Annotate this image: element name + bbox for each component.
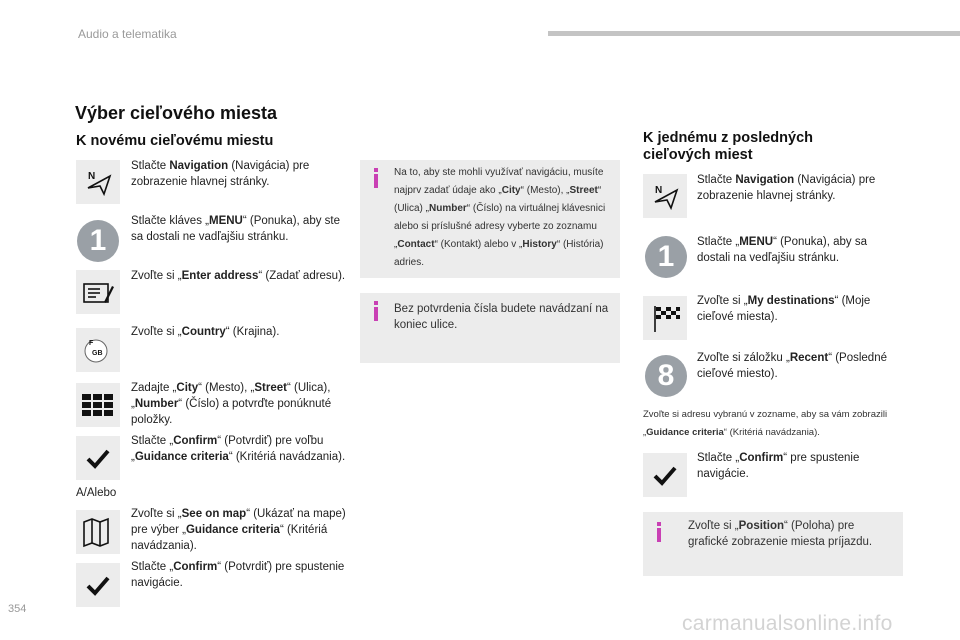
right-step-text: Stlačte „MENU“ (Ponuka), aby sa dostali na vedľajšiu stránku.: [697, 236, 868, 264]
left-step-text: Zvoľte si „Enter address“ (Zadať adresu).: [131, 270, 346, 282]
left-step-text: Zadajte „City“ (Mesto), „Street“ (Ulica), „Number“ (Číslo) a potvrďte ponúknuté položky.: [131, 382, 332, 426]
right-step-text: Zvoľte si záložku „Recent“ (Posledné cieľové miesto).: [697, 352, 887, 380]
number-1-badge: 1: [77, 220, 119, 262]
info-note-box: [360, 160, 620, 278]
right-step-text: Stlačte „Confirm“ pre spustenie navigácie.: [697, 452, 860, 480]
or-label: A/Alebo: [76, 487, 117, 499]
info-note-text: Na to, aby ste mohli využívať navigáciu, musíte najprv zadať údaje ako „City“ (Mesto), „Street“ (Ulica) „Number“ (Číslo) na virtuálnej klávesnici alebo si príslušné adresy vyberte zo zoznamu „Contact“ (Kontakt) alebo v „History“ (História) adries.: [394, 167, 606, 268]
info-icon: [374, 307, 378, 321]
right-step-text: Zvoľte si „My destinations“ (Moje cieľové miesta).: [697, 295, 871, 323]
info-icon: [657, 528, 661, 542]
country-flag-icon: [76, 328, 120, 372]
navigation-arrow-icon: [643, 174, 687, 218]
number-1-badge: 1: [645, 236, 687, 278]
left-step-text: Stlačte Navigation (Navigácia) pre zobrazenie hlavnej stránky.: [131, 160, 310, 188]
page-number: 354: [8, 603, 27, 615]
running-header: Audio a telematika: [78, 27, 177, 41]
checkmark-icon: [76, 436, 120, 480]
svg-text:N: N: [655, 185, 663, 196]
map-icon: [76, 510, 120, 554]
info-icon: [374, 174, 378, 188]
header-rule: [548, 31, 960, 36]
address-card-icon: [76, 270, 120, 314]
right-step-text: Stlačte Navigation (Navigácia) pre zobrazenie hlavnej stránky.: [697, 174, 876, 202]
info-note-box: [643, 512, 903, 576]
checkered-flag-icon: [643, 296, 687, 340]
info-note-text: Zvoľte si „Position“ (Poloha) pre grafické zobrazenie miesta príjazdu.: [688, 520, 873, 548]
navigation-arrow-icon: [76, 160, 120, 204]
svg-text:GB: GB: [92, 350, 103, 357]
checkmark-icon: [76, 563, 120, 607]
left-step-text: Stlačte „Confirm“ (Potvrdiť) pre spustenie navigácie.: [131, 561, 345, 589]
left-section-heading: K novému cieľovému miestu: [76, 133, 274, 149]
number-8-badge: 8: [645, 355, 687, 397]
info-note-text: Bez potvrdenia čísla budete navádzaní na koniec ulice.: [394, 303, 609, 331]
checkmark-icon: [643, 453, 687, 497]
info-note-box: [360, 293, 620, 363]
right-section-heading: K jednému z posledných cieľových miest: [643, 130, 813, 163]
page-title: Výber cieľového miesta: [75, 103, 278, 123]
left-step-text: Zvoľte si „See on map“ (Ukázať na mape) pre výber „Guidance criteria“ (Kritériá navádzania).: [131, 508, 346, 552]
right-small-note: Zvoľte si adresu vybranú v zozname, aby sa vám zobrazili „Guidance criteria“ (Kritériá navádzania).: [643, 409, 888, 438]
svg-text:N: N: [88, 171, 96, 182]
left-step-text: Zvoľte si „Country“ (Krajina).: [131, 326, 280, 338]
left-step-text: Stlačte kláves „MENU“ (Ponuka), aby ste sa dostali ne vadľajšiu stránku.: [131, 215, 341, 243]
keyboard-grid-icon: [76, 383, 120, 427]
watermark: carmanualsonline.info: [682, 612, 893, 635]
left-step-text: Stlačte „Confirm“ (Potvrdiť) pre voľbu „Guidance criteria“ (Kritériá navádzania).: [131, 435, 346, 463]
svg-text:F: F: [89, 340, 94, 347]
